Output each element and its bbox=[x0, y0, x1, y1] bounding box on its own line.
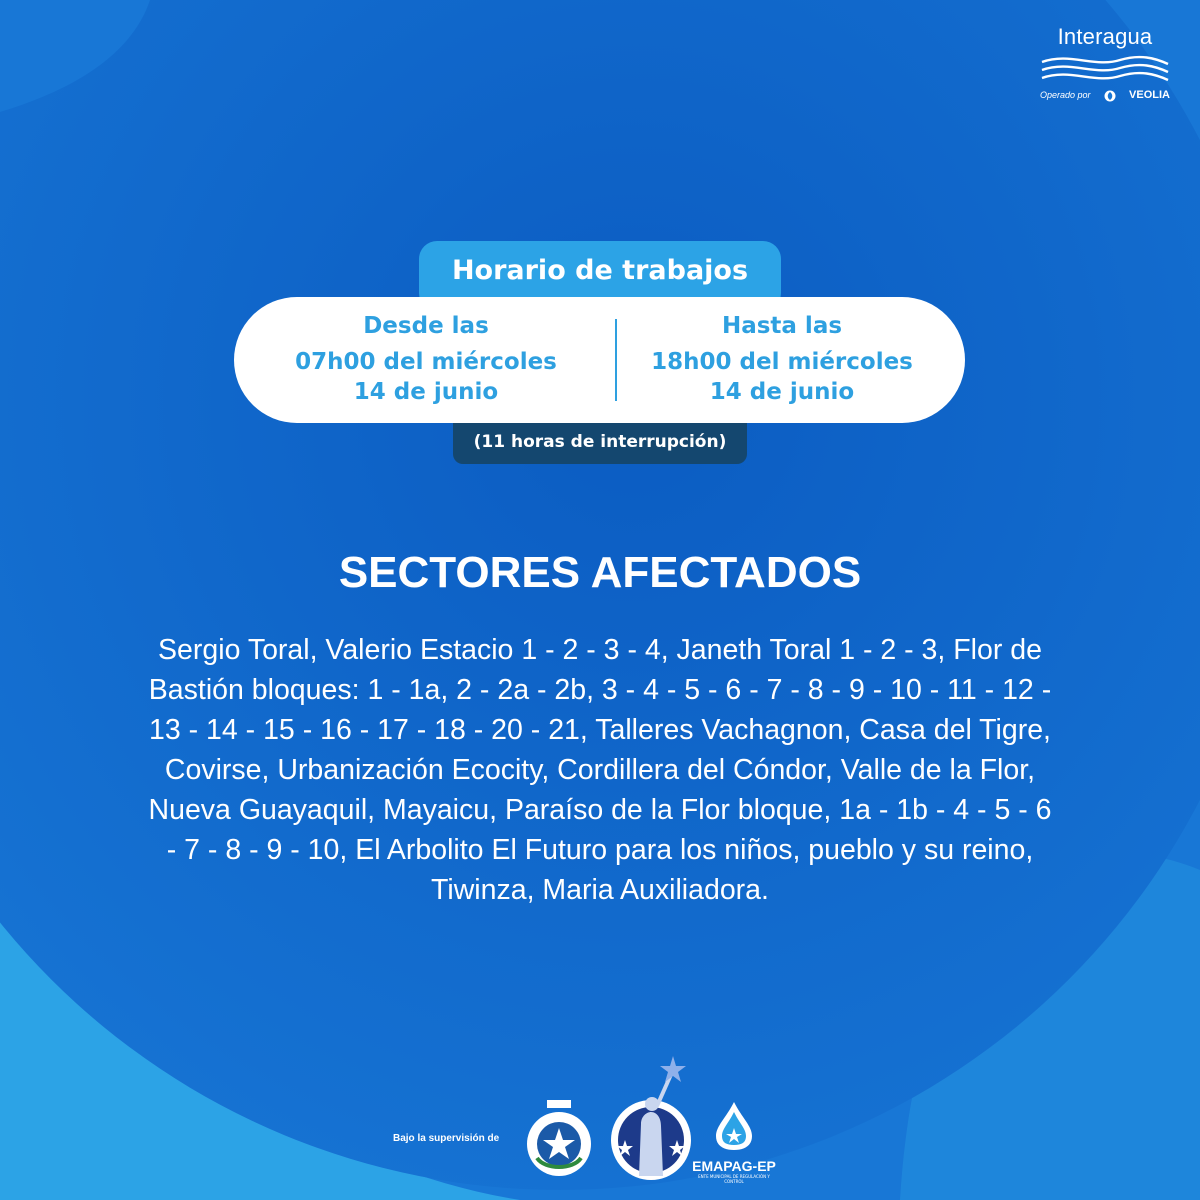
schedule-title: Horario de trabajos bbox=[419, 241, 781, 311]
emapag-name: EMAPAG-EP bbox=[692, 1158, 776, 1174]
operator-line bbox=[1040, 88, 1170, 102]
interagua-logo bbox=[1040, 24, 1170, 102]
duration-badge: (11 horas de interrupción) bbox=[453, 423, 747, 464]
from-column bbox=[276, 311, 576, 407]
from-time: 07h00 del miércoles bbox=[295, 349, 557, 375]
operated-by-label: Operado por bbox=[1040, 90, 1091, 100]
veolia-icon bbox=[1104, 90, 1116, 102]
column-divider bbox=[615, 319, 617, 401]
sectors-list: Sergio Toral, Valerio Estacio 1 - 2 - 3 - 4, Janeth Toral 1 - 2 - 3, Flor de Bastión bloques: 1 - 1a, 2 - 2a - 2b, 3 - 4 - 5 - 6 - 7 - 8 - 9 - 10 - 11 - 12 - 13 - 14 - 15 - 16 - 17 - 18 - 20 - 21, Talleres Vachagnon, Casa del Tigre, Covirse, Urbanización Ecocity, Cordillera del Cóndor, Valle de la Flor, Nueva Guayaquil, Mayaicu, Paraíso de la Flor bloque, 1a - 1b - 4 - 5 - 6 - 7 - 8 - 9 - 10, El Arbolito El Futuro para los niños, pueblo y su reino, Tiwinza, Maria Auxiliadora. bbox=[148, 634, 1052, 906]
to-time: 18h00 del miércoles bbox=[651, 349, 913, 375]
from-label: Desde las bbox=[363, 313, 489, 339]
emapag-logo bbox=[689, 1100, 779, 1184]
supervision-footer bbox=[393, 1050, 813, 1190]
water-drop-icon bbox=[712, 1100, 756, 1152]
schedule-card bbox=[234, 297, 965, 423]
guayaquil-liberty-emblem-icon bbox=[609, 1054, 693, 1184]
sectors-title: SECTORES AFECTADOS bbox=[338, 548, 862, 597]
to-label: Hasta las bbox=[721, 313, 843, 339]
emapag-subtitle: ENTE MUNICIPAL DE REGULACIÓN Y CONTROL bbox=[698, 1174, 770, 1184]
to-column bbox=[632, 311, 932, 407]
municipal-seal-icon bbox=[523, 1098, 595, 1184]
to-date: 14 de junio bbox=[709, 379, 855, 405]
supervision-label: Bajo la supervisión de bbox=[393, 1133, 500, 1144]
veolia-name: VEOLIA bbox=[1129, 89, 1170, 101]
from-date: 14 de junio bbox=[353, 379, 499, 405]
brand-name: Interagua bbox=[1057, 24, 1153, 49]
waves-icon bbox=[1040, 52, 1170, 82]
